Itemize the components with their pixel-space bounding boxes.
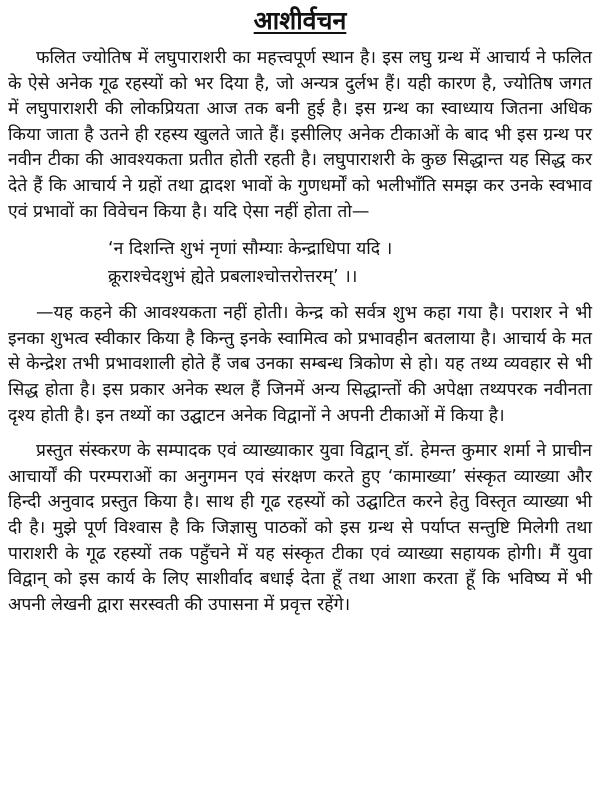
page-title: आशीर्वचन (253, 6, 347, 35)
verse-line-1: ‘न दिशन्ति शुभं नृणां सौम्याः केन्द्राधिपा यदि । (108, 239, 393, 260)
paragraph-explanation: —यह कहने की आवश्यकता नहीं होती। केन्द्र को सर्वत्र शुभ कहा गया है। पराशर ने भी इनका शुभत्व स्वीकार किया है किन्तु इनके स्वामित्व को प्रभावहीन बतलाया है। आचार्य के मत से केन्द्रेश तभी प्रभावशाली होते हैं जब उनका सम्बन्ध त्रिकोण से हो। यह तथ्य व्यवहार से भी सिद्ध होता है। इस प्रकार अनेक स्थल हैं जिनमें अन्य सिद्धान्तों की अपेक्षा तथ्यपरक नवीनता दृश्य होती है। इन तथ्यों का उद्घाटन अनेक विद्वानों ने अपनी टीकाओं में किया है। (8, 303, 592, 426)
paragraph-intro: फलित ज्योतिष में लघुपाराशरी का महत्त्वपूर्ण स्थान है। इस लघु ग्रन्थ में आचार्य ने फलित के ऐसे अनेक गूढ रहस्यों को भर दिया है, जो अन्यत्र दुर्लभ हैं। यही कारण है, ज्योतिष जगत में लघुपाराशरी की लोकप्रियता आज तक बनी हुई है। इस ग्रन्थ का स्वाध्याय जितना अधिक किया जाता है उतने ही रहस्य खुलते जाते हैं। इसीलिए अनेक टीकाओं के बाद भी इस ग्रन्थ पर नवीन टीका की आवश्यकता प्रतीत होती रहती है। लघुपाराशरी के कुछ सिद्धान्त यह सिद्ध कर देते हैं कि आचार्य ने ग्रहों तथा द्वादश भावों के गुणधर्मों को भलीभाँति समझ कर उनके स्वभाव एवं प्रभावों का विवेचन किया है। यदि ऐसा नहीं होता तो— (8, 48, 592, 222)
sanskrit-verse (8, 235, 592, 291)
paragraph-editor-blessing: प्रस्तुत संस्करण के सम्पादक एवं व्याख्याकार युवा विद्वान् डॉ. हेमन्त कुमार शर्मा ने प्राचीन आचार्यों की परम्पराओं का अनुगमन एवं संरक्षण करते हुए ‘कामाख्या’ संस्कृत व्याख्या और हिन्दी अनुवाद प्रस्तुत किया है। साथ ही गूढ रहस्यों को उद्घाटित करने हेतु विस्तृत व्याख्या भी दी है। मुझे पूर्ण विश्वास है कि जिज्ञासु पाठकों को इस ग्रन्थ से पर्याप्त सन्तुष्टि मिलेगी तथा पाराशरी के गूढ रहस्यों तक पहुँचने में यह संस्कृत टीका एवं व्याख्या सहायक होगी। मैं युवा विद्वान् को इस कार्य के लिए साशीर्वाद बधाई देता हूँ तथा आशा करता हूँ कि भविष्य में भी अपनी लेखनी द्वारा सरस्वती की उपासना में प्रवृत्त रहेंगे। (8, 441, 592, 615)
verse-line-2: क्रूराश्चेदशुभं ह्येते प्रबलाश्चोत्तरोत्तरम्’ ।। (108, 267, 358, 288)
